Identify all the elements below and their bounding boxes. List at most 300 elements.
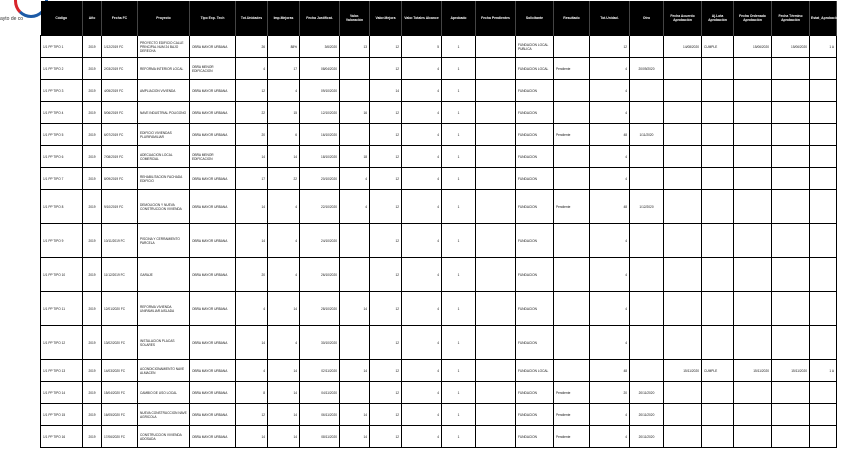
table-cell: 12 bbox=[370, 102, 402, 124]
table-cell: 12 bbox=[370, 258, 402, 292]
table-cell bbox=[664, 58, 702, 80]
table-cell bbox=[702, 292, 734, 326]
table-cell: 1 bbox=[442, 404, 476, 426]
table-cell: 4 bbox=[268, 258, 300, 292]
table-cell bbox=[476, 292, 516, 326]
column-header[interactable]: Fecha Acuerdo Aprobación bbox=[664, 1, 702, 36]
table-cell: 48 bbox=[590, 360, 630, 382]
table-cell bbox=[554, 102, 590, 124]
table-cell: 2/03/2019 FC bbox=[102, 58, 138, 80]
table-cell: 4 bbox=[590, 102, 630, 124]
table-cell bbox=[664, 292, 702, 326]
table-cell: DEMOLICION Y NUEVA CONSTRUCCION VIVIENDA bbox=[138, 190, 190, 224]
table-cell: 18 bbox=[340, 146, 370, 168]
table-cell bbox=[734, 404, 772, 426]
table-cell: Pendiente bbox=[554, 426, 590, 448]
table-cell: 4 bbox=[590, 404, 630, 426]
table-cell: 14 bbox=[236, 326, 268, 360]
table-cell bbox=[702, 168, 734, 190]
table-row[interactable] bbox=[41, 36, 837, 58]
table-cell bbox=[630, 80, 664, 102]
table-cell bbox=[476, 36, 516, 58]
table-cell: 1 bbox=[442, 58, 476, 80]
table-cell: 4 bbox=[590, 58, 630, 80]
table-cell bbox=[772, 124, 810, 146]
table-cell: 14/08/2020 bbox=[664, 36, 702, 58]
table-cell bbox=[340, 80, 370, 102]
table-cell: 4 bbox=[268, 326, 300, 360]
table-cell bbox=[554, 326, 590, 360]
table-cell: 4 bbox=[236, 360, 268, 382]
table-cell: 1/1 PP TIPO 7 bbox=[41, 168, 83, 190]
table-cell: 14 bbox=[340, 426, 370, 448]
table-cell: FUNDACION bbox=[516, 124, 554, 146]
table-cell: 12/10/2020 bbox=[300, 102, 340, 124]
table-cell: 2019 bbox=[83, 190, 102, 224]
table-cell: 26/10/2020 bbox=[300, 258, 340, 292]
table-cell: 12 bbox=[370, 382, 402, 404]
table-cell: 20 bbox=[590, 382, 630, 404]
table-cell: 14 bbox=[268, 382, 300, 404]
table-cell bbox=[630, 168, 664, 190]
table-cell: 20 bbox=[236, 124, 268, 146]
table-cell bbox=[810, 102, 837, 124]
column-header[interactable]: Año bbox=[83, 1, 102, 36]
table-cell bbox=[476, 146, 516, 168]
table-cell bbox=[772, 58, 810, 80]
table-cell: 1 bbox=[442, 360, 476, 382]
table-cell: 1 bbox=[442, 224, 476, 258]
table-row[interactable] bbox=[41, 58, 837, 80]
table-cell: 14 bbox=[340, 292, 370, 326]
table-row[interactable] bbox=[41, 224, 837, 258]
column-header[interactable]: Fecha FC bbox=[102, 1, 138, 36]
table-cell: 12 bbox=[236, 80, 268, 102]
table-cell: CUMPLE bbox=[702, 360, 734, 382]
column-header[interactable]: Fecha Ordenado Aprobación bbox=[734, 1, 772, 36]
table-cell bbox=[702, 382, 734, 404]
table-cell: 15/06/2020 bbox=[734, 36, 772, 58]
table-cell: 48 bbox=[590, 124, 630, 146]
table-cell: 2019 bbox=[83, 102, 102, 124]
column-header[interactable]: Estat_Aprobación bbox=[810, 1, 837, 36]
table-cell: 1 bbox=[442, 146, 476, 168]
table-row[interactable] bbox=[41, 292, 837, 326]
table-cell: Pendiente bbox=[554, 58, 590, 80]
table-cell: 4 bbox=[590, 80, 630, 102]
column-header[interactable]: Otro bbox=[630, 1, 664, 36]
table-cell: 5/06/2019 FC bbox=[102, 102, 138, 124]
table-cell: 1/1 PP TIPO 12 bbox=[41, 326, 83, 360]
table-cell: CUMPLE bbox=[702, 36, 734, 58]
table-cell: 1/1 PP TIPO 4 bbox=[41, 102, 83, 124]
table-cell bbox=[734, 426, 772, 448]
table-cell: PROYECTO EDIFICIO CALLE PRINCIPAL NUM 24 BAJO DERECHA bbox=[138, 36, 190, 58]
table-cell: FUNDACION bbox=[516, 426, 554, 448]
table-cell bbox=[476, 382, 516, 404]
table-cell: 1 bbox=[442, 80, 476, 102]
table-cell bbox=[772, 102, 810, 124]
table-cell: 4 bbox=[590, 168, 630, 190]
table-cell: REFORMA INTERIOR LOCAL bbox=[138, 58, 190, 80]
table-cell: 9/10/2019 FC bbox=[102, 190, 138, 224]
table-cell: 17 bbox=[268, 58, 300, 80]
table-cell bbox=[702, 190, 734, 224]
table-cell: 14 bbox=[340, 360, 370, 382]
table-cell: OBRA MAYOR URBANA bbox=[190, 102, 236, 124]
table-cell bbox=[554, 258, 590, 292]
table-cell bbox=[340, 258, 370, 292]
table-cell: FUNDACION LOCAL bbox=[516, 58, 554, 80]
table-cell: 12 bbox=[370, 404, 402, 426]
column-header[interactable]: Valor.Mejora bbox=[370, 1, 402, 36]
table-cell bbox=[476, 326, 516, 360]
table-cell bbox=[664, 426, 702, 448]
table-cell: 11/12/2019 FC bbox=[102, 258, 138, 292]
table-cell: 16/10/2020 bbox=[300, 124, 340, 146]
table-cell bbox=[810, 258, 837, 292]
table-cell: 04/11/2020 bbox=[300, 382, 340, 404]
column-header[interactable]: Resultado bbox=[554, 1, 590, 36]
table-cell: FUNDACION bbox=[516, 80, 554, 102]
table-cell bbox=[340, 326, 370, 360]
table-cell: 4 bbox=[236, 58, 268, 80]
table-cell: 20/11/2020 bbox=[630, 382, 664, 404]
table-cell: 16/05/2020 FC bbox=[102, 404, 138, 426]
table-cell: 4 bbox=[402, 326, 442, 360]
table-cell: 4 bbox=[402, 382, 442, 404]
table-cell bbox=[734, 58, 772, 80]
table-cell: Pendiente bbox=[554, 382, 590, 404]
table-cell bbox=[734, 292, 772, 326]
table-cell: 4 bbox=[402, 80, 442, 102]
table-cell: 4 bbox=[402, 292, 442, 326]
table-cell: 15/11/2020 bbox=[772, 360, 810, 382]
table-cell: FUNDACION LOCAL bbox=[516, 360, 554, 382]
table-cell: 4 bbox=[402, 58, 442, 80]
table-cell: FUNDACION bbox=[516, 382, 554, 404]
column-header[interactable]: Aj.Lota Aprobación bbox=[702, 1, 734, 36]
table-cell: 14 bbox=[236, 224, 268, 258]
table-cell bbox=[340, 224, 370, 258]
table-cell: Pendiente bbox=[554, 124, 590, 146]
table-cell: 1 bbox=[442, 102, 476, 124]
table-cell: 12/01/2020 FC bbox=[102, 292, 138, 326]
table-cell: 12 bbox=[370, 292, 402, 326]
table-cell: 1/1 PP TIPO 5 bbox=[41, 124, 83, 146]
table-cell: FUNDACION bbox=[516, 258, 554, 292]
table-cell: 12 bbox=[370, 360, 402, 382]
table-cell: 4 bbox=[590, 258, 630, 292]
table-cell: 30/10/2020 bbox=[300, 326, 340, 360]
table-cell: 1/1 PP TIPO 9 bbox=[41, 224, 83, 258]
table-cell: OBRA MAYOR URBANA bbox=[190, 360, 236, 382]
table-cell: 8/09/2019 FC bbox=[102, 168, 138, 190]
table-cell: OBRA MAYOR URBANA bbox=[190, 426, 236, 448]
table-cell: Pendiente bbox=[554, 190, 590, 224]
column-header[interactable]: Proyecto bbox=[138, 1, 190, 36]
table-cell: 14 bbox=[268, 146, 300, 168]
table-row[interactable] bbox=[41, 124, 837, 146]
table-cell bbox=[554, 146, 590, 168]
table-row[interactable] bbox=[41, 404, 837, 426]
table-cell: FUNDACION bbox=[516, 224, 554, 258]
table-cell bbox=[772, 168, 810, 190]
table-cell bbox=[664, 190, 702, 224]
table-cell: 09/10/2020 bbox=[300, 80, 340, 102]
table-cell bbox=[664, 258, 702, 292]
table-cell bbox=[810, 168, 837, 190]
column-header[interactable]: Fecha Término Aprobación bbox=[772, 1, 810, 36]
table-cell: OBRA MAYOR URBANA bbox=[190, 292, 236, 326]
table-row[interactable] bbox=[41, 80, 837, 102]
table-header-row bbox=[41, 1, 837, 36]
table-cell: 1/1 PP TIPO 3 bbox=[41, 80, 83, 102]
table-row[interactable] bbox=[41, 258, 837, 292]
table-cell bbox=[476, 58, 516, 80]
table-cell bbox=[630, 326, 664, 360]
table-cell: 6/07/2019 FC bbox=[102, 124, 138, 146]
table-cell: 4 bbox=[402, 168, 442, 190]
table-cell bbox=[810, 292, 837, 326]
table-row[interactable] bbox=[41, 382, 837, 404]
table-cell bbox=[810, 58, 837, 80]
table-cell bbox=[702, 326, 734, 360]
table-row[interactable] bbox=[41, 190, 837, 224]
table-cell bbox=[476, 360, 516, 382]
table-cell: 1 bbox=[442, 382, 476, 404]
table-cell bbox=[702, 404, 734, 426]
table-cell: 2019 bbox=[83, 426, 102, 448]
table-cell bbox=[554, 36, 590, 58]
table-cell bbox=[476, 102, 516, 124]
table-cell bbox=[340, 58, 370, 80]
table-cell bbox=[664, 326, 702, 360]
table-cell: 4 bbox=[590, 146, 630, 168]
column-header[interactable]: Fecha Justificat. bbox=[300, 1, 340, 36]
table-cell: 4 bbox=[402, 102, 442, 124]
table-row[interactable] bbox=[41, 360, 837, 382]
table-cell: 1/1 PP TIPO 2 bbox=[41, 58, 83, 80]
table-cell: 2019 bbox=[83, 58, 102, 80]
table-cell bbox=[554, 360, 590, 382]
table-cell: 4 bbox=[402, 146, 442, 168]
table-row[interactable] bbox=[41, 326, 837, 360]
table-cell: OBRA MENOR EDIFICACION bbox=[190, 58, 236, 80]
table-cell bbox=[772, 190, 810, 224]
table-cell bbox=[734, 124, 772, 146]
table-cell bbox=[476, 168, 516, 190]
table-cell bbox=[734, 326, 772, 360]
table-row[interactable] bbox=[41, 146, 837, 168]
table-cell: 2019 bbox=[83, 326, 102, 360]
column-header[interactable]: Valor.Totales Alcance bbox=[402, 1, 442, 36]
table-cell: 14 bbox=[236, 426, 268, 448]
table-cell: 06/11/2020 bbox=[300, 404, 340, 426]
table-cell bbox=[476, 404, 516, 426]
table-cell: 4 bbox=[590, 326, 630, 360]
table-cell: 20/11/2020 bbox=[630, 426, 664, 448]
table-cell bbox=[630, 36, 664, 58]
column-header[interactable]: Fecha Pendientes bbox=[476, 1, 516, 36]
table-cell: 7/08/2019 FC bbox=[102, 146, 138, 168]
table-cell: 1/11/2020 bbox=[630, 124, 664, 146]
table-cell: 4 bbox=[402, 258, 442, 292]
table-cell bbox=[810, 426, 837, 448]
table-cell bbox=[664, 146, 702, 168]
table-cell: REHABILITACION FACHADA EDIFICIO bbox=[138, 168, 190, 190]
table-cell bbox=[702, 102, 734, 124]
table-row[interactable] bbox=[41, 168, 837, 190]
table-cell: 28/10/2020 bbox=[300, 292, 340, 326]
table-cell: 24/10/2020 bbox=[300, 224, 340, 258]
table-cell: 15/04/2020 FC bbox=[102, 382, 138, 404]
table-cell bbox=[734, 382, 772, 404]
column-header[interactable]: Imp.Mejoras bbox=[268, 1, 300, 36]
table-cell: 12 bbox=[370, 190, 402, 224]
table-cell: 12 bbox=[370, 124, 402, 146]
table-cell: OBRA MAYOR URBANA bbox=[190, 326, 236, 360]
table-cell: NAVE INDUSTRIAL POLIGONO bbox=[138, 102, 190, 124]
table-cell: NUEVA CONSTRUCCION NAVE AGRICOLA bbox=[138, 404, 190, 426]
table-cell: FUNDACION bbox=[516, 326, 554, 360]
table-cell: 2019 bbox=[83, 382, 102, 404]
table-cell bbox=[340, 124, 370, 146]
column-header[interactable]: Tipo Exp. Tech bbox=[190, 1, 236, 36]
column-header[interactable]: Tot.Unidad. bbox=[590, 1, 630, 36]
table-cell: 48 bbox=[590, 190, 630, 224]
table-cell: OBRA MAYOR URBANA bbox=[190, 258, 236, 292]
table-cell bbox=[630, 292, 664, 326]
table-cell bbox=[664, 168, 702, 190]
table-cell: 1 bbox=[442, 292, 476, 326]
column-header[interactable]: Valor. Valoración bbox=[340, 1, 370, 36]
table-cell bbox=[734, 168, 772, 190]
column-header[interactable]: Tot.Unidades bbox=[236, 1, 268, 36]
table-cell bbox=[810, 80, 837, 102]
table-cell bbox=[664, 404, 702, 426]
table-cell: 14 bbox=[370, 80, 402, 102]
table-cell: 15/06/2020 bbox=[772, 36, 810, 58]
table-cell bbox=[702, 124, 734, 146]
column-header[interactable]: Aprobado bbox=[442, 1, 476, 36]
table-cell bbox=[810, 124, 837, 146]
table-cell: EDIFICIO VIVIENDAS PLURIFAMILIAR bbox=[138, 124, 190, 146]
table-cell: 18/10/2020 bbox=[300, 146, 340, 168]
table-row[interactable] bbox=[41, 426, 837, 448]
table-cell bbox=[772, 80, 810, 102]
records-table bbox=[40, 1, 841, 448]
logo-caption: ayto de co bbox=[0, 16, 24, 22]
table-cell bbox=[772, 382, 810, 404]
table-cell bbox=[664, 382, 702, 404]
table-cell: 12 bbox=[370, 58, 402, 80]
table-cell: 15/11/2020 bbox=[734, 360, 772, 382]
table-cell bbox=[734, 258, 772, 292]
table-cell: 1/12/2020 bbox=[630, 190, 664, 224]
table-cell: 12 bbox=[370, 146, 402, 168]
table-cell: 14 bbox=[236, 190, 268, 224]
table-cell bbox=[630, 360, 664, 382]
table-cell: AMPLIACION VIVIENDA bbox=[138, 80, 190, 102]
table-cell: 17 bbox=[236, 168, 268, 190]
table-cell: 1/12/2019 FC bbox=[102, 36, 138, 58]
table-row[interactable] bbox=[41, 102, 837, 124]
table-cell: 20 bbox=[236, 258, 268, 292]
table-cell: 4 bbox=[340, 190, 370, 224]
table-cell bbox=[772, 224, 810, 258]
table-cell: REFORMA VIVIENDA UNIFAMILIAR AISLADA bbox=[138, 292, 190, 326]
table-cell bbox=[810, 326, 837, 360]
table-cell: 4 bbox=[268, 80, 300, 102]
table-cell bbox=[630, 146, 664, 168]
table-cell: 4/05/2019 FC bbox=[102, 80, 138, 102]
table-cell bbox=[772, 404, 810, 426]
table-cell: 4 bbox=[340, 168, 370, 190]
table-cell: OBRA MAYOR URBANA bbox=[190, 382, 236, 404]
table-cell: 4 bbox=[268, 190, 300, 224]
table-cell: 4 bbox=[236, 292, 268, 326]
table-cell bbox=[772, 146, 810, 168]
table-cell: 20/10/2020 bbox=[300, 168, 340, 190]
table-cell bbox=[554, 224, 590, 258]
table-cell: 1 bbox=[442, 258, 476, 292]
table-cell: 22 bbox=[236, 102, 268, 124]
table-cell: OBRA MAYOR URBANA bbox=[190, 124, 236, 146]
table-cell bbox=[664, 102, 702, 124]
table-cell: 1/1 PP TIPO 13 bbox=[41, 360, 83, 382]
table-cell: 12 bbox=[370, 426, 402, 448]
table-cell: 5 bbox=[402, 36, 442, 58]
table-cell: 1/1 PP TIPO 16 bbox=[41, 426, 83, 448]
table-cell: 1/1 PP TIPO 6 bbox=[41, 146, 83, 168]
table-cell bbox=[810, 190, 837, 224]
table-cell: 88% bbox=[268, 36, 300, 58]
table-cell: 1 bbox=[442, 190, 476, 224]
table-cell: 15 bbox=[268, 102, 300, 124]
table-cell: 02/11/2020 bbox=[300, 360, 340, 382]
table-cell: PISCINA Y CERRAMIENTO PARCELA bbox=[138, 224, 190, 258]
table-cell: 14 bbox=[268, 404, 300, 426]
table-cell: 1 A bbox=[810, 360, 837, 382]
table-cell: 4 bbox=[268, 224, 300, 258]
table-cell bbox=[630, 258, 664, 292]
table-cell: 20/11/2020 bbox=[630, 404, 664, 426]
table-cell bbox=[702, 80, 734, 102]
table-cell: 4 bbox=[590, 292, 630, 326]
table-cell: 14/03/2020 FC bbox=[102, 360, 138, 382]
table-cell: 1/1 PP TIPO 15 bbox=[41, 404, 83, 426]
table-cell bbox=[734, 224, 772, 258]
table-cell bbox=[630, 102, 664, 124]
column-header[interactable]: Código bbox=[41, 1, 83, 36]
table-cell bbox=[734, 80, 772, 102]
table-cell: 4 bbox=[402, 360, 442, 382]
table-cell: 4 bbox=[402, 124, 442, 146]
table-cell: 10/11/2019 FC bbox=[102, 224, 138, 258]
table-cell: 1/1 PP TIPO 10 bbox=[41, 258, 83, 292]
table-cell bbox=[664, 224, 702, 258]
table-cell bbox=[664, 124, 702, 146]
column-header[interactable]: Solicitante bbox=[516, 1, 554, 36]
table-cell bbox=[476, 426, 516, 448]
table-cell: 12 bbox=[370, 224, 402, 258]
table-cell: 12 bbox=[236, 404, 268, 426]
table-cell bbox=[702, 146, 734, 168]
table-cell: Pendiente bbox=[554, 404, 590, 426]
table-cell bbox=[340, 382, 370, 404]
table-cell: 13 bbox=[340, 36, 370, 58]
